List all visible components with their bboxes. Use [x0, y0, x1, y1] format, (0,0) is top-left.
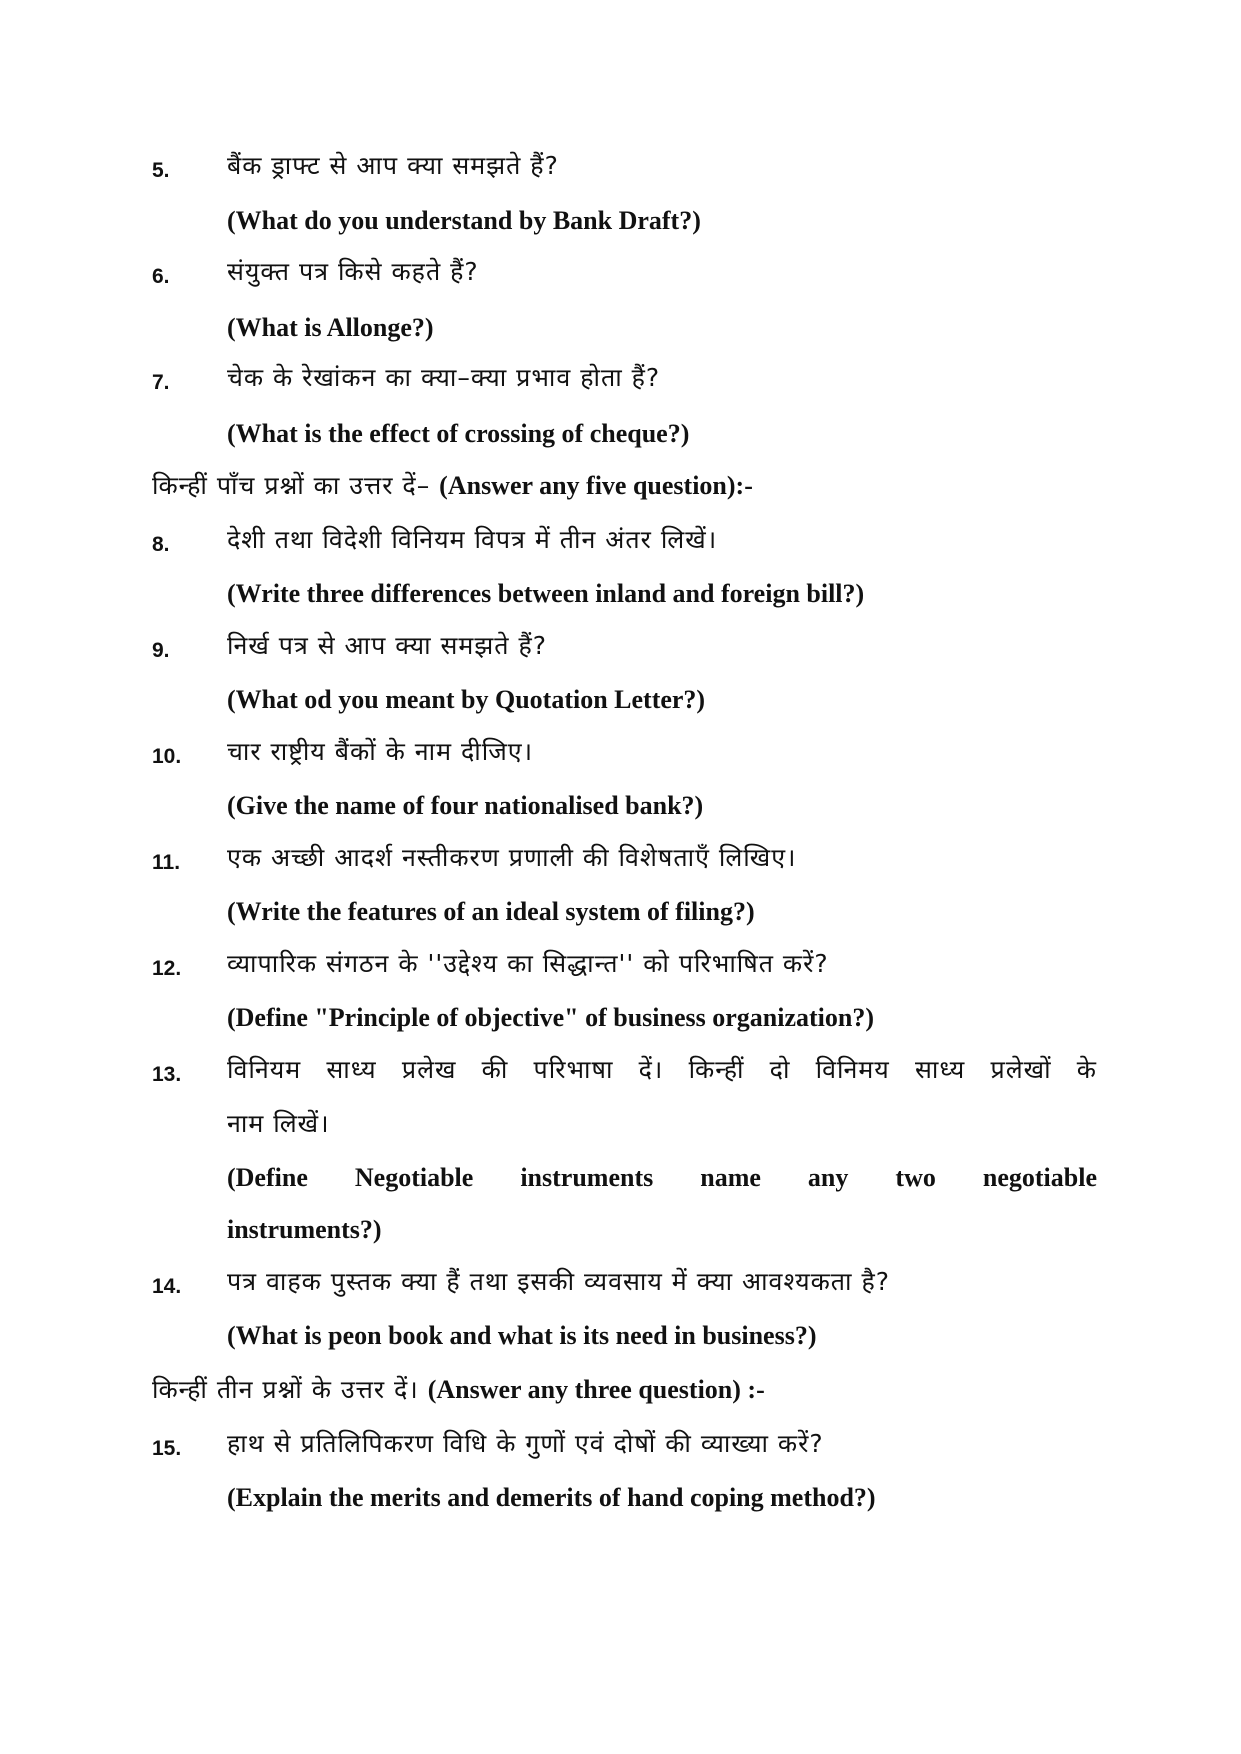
question-hindi: विनियम साध्य प्रलेख की परिभाषा दें। किन्हीं दो विनिमय साध्य प्रलेखों के: [227, 1055, 1097, 1084]
question-english: (Explain the merits and demerits of hand coping method?): [227, 1483, 876, 1512]
question-hindi: संयुक्त पत्र किसे कहते हैं?: [227, 257, 479, 286]
question-english: (What is the effect of crossing of cheque?): [227, 419, 690, 448]
question-number: 9.: [152, 639, 170, 662]
question-english: (What is peon book and what is its need in business?): [227, 1321, 817, 1350]
question-hindi: हाथ से प्रतिलिपिकरण विधि के गुणों एवं दोषों की व्याख्या करें?: [227, 1429, 824, 1458]
section-instruction-hindi: किन्हीं पाँच प्रश्नों का उत्तर दें–: [152, 471, 440, 500]
question-english: (Write the features of an ideal system of filing?): [227, 897, 755, 926]
question-number: 8.: [152, 533, 170, 556]
question-english: (Write three differences between inland and foreign bill?): [227, 579, 865, 608]
question-english: (Define Negotiable instruments name any two negotiable: [227, 1163, 1097, 1192]
section-instruction: [152, 468, 753, 508]
question-hindi: चेक के रेखांकन का क्या–क्या प्रभाव होता हैं?: [227, 363, 661, 392]
section-instruction-hindi: किन्हीं तीन प्रश्नों के उत्तर दें।: [152, 1375, 428, 1404]
question-hindi: बैंक ड्राफ्ट से आप क्या समझते हैं?: [227, 151, 559, 180]
question-english: (What do you understand by Bank Draft?): [227, 206, 701, 235]
question-english: (What is Allonge?): [227, 313, 434, 342]
question-number: 5.: [152, 159, 170, 182]
question-hindi: चार राष्ट्रीय बैंकों के नाम दीजिए।: [227, 737, 534, 766]
question-number: 14.: [152, 1275, 182, 1298]
question-english: (Give the name of four nationalised bank?): [227, 791, 704, 820]
question-number: 15.: [152, 1437, 182, 1460]
question-hindi: देशी तथा विदेशी विनियम विपत्र में तीन अंतर लिखें।: [227, 525, 718, 554]
question-number: 13.: [152, 1063, 182, 1086]
question-english-continued: instruments?): [227, 1215, 382, 1244]
question-number: 6.: [152, 265, 170, 288]
question-number: 11.: [152, 851, 181, 874]
question-english: (Define "Principle of objective" of business organization?): [227, 1003, 875, 1032]
question-hindi-continued: नाम लिखें।: [227, 1109, 330, 1138]
question-hindi: एक अच्छी आदर्श नस्तीकरण प्रणाली की विशेषताएँ लिखिए।: [227, 843, 797, 872]
question-hindi: व्यापारिक संगठन के ''उद्देश्य का सिद्धान्त'' को परिभाषित करें?: [227, 949, 829, 978]
question-english: (What od you meant by Quotation Letter?): [227, 685, 706, 714]
question-number: 10.: [152, 745, 182, 768]
question-number: 7.: [152, 371, 170, 394]
question-hindi: पत्र वाहक पुस्तक क्या हैं तथा इसकी व्यवसाय में क्या आवश्यकता है?: [227, 1267, 890, 1296]
question-number: 12.: [152, 957, 182, 980]
section-instruction-english: (Answer any five question):-: [439, 471, 753, 500]
question-hindi: निर्ख पत्र से आप क्या समझते हैं?: [227, 631, 548, 660]
section-instruction: [152, 1372, 765, 1412]
section-instruction-english: (Answer any three question) :-: [427, 1375, 765, 1404]
